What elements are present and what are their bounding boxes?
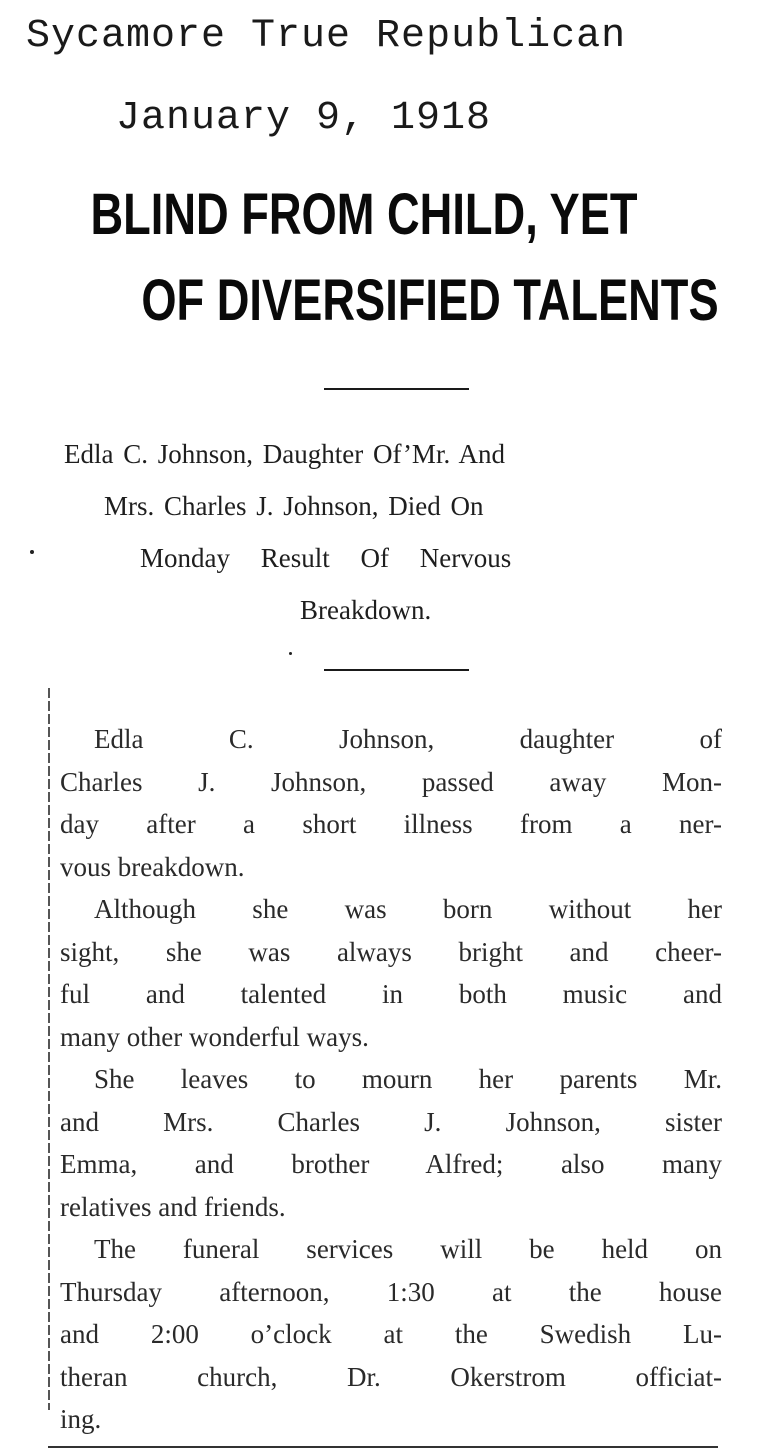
article-paragraph [60, 1058, 722, 1228]
paragraph-line: Charles J. Johnson, passed away Mon- [60, 766, 722, 797]
article-paragraph [60, 888, 722, 1058]
paragraph-line: The funeral services will be held on [94, 1234, 722, 1264]
paragraph-line: many other wonderful ways. [60, 1021, 369, 1052]
paragraph-line: Although she was born without her [94, 894, 722, 924]
paragraph-line: and Mrs. Charles J. Johnson, sister [60, 1106, 722, 1137]
headline-line-1: BLIND FROM CHILD, YET [90, 182, 638, 247]
divider-rule [324, 669, 469, 671]
divider-rule [324, 388, 469, 390]
newspaper-name: Sycamore True Republican [26, 14, 627, 59]
paragraph-line: Thursday afternoon, 1:30 at the house [60, 1276, 722, 1307]
publication-date: January 9, 1918 [116, 96, 492, 141]
paragraph-line: relatives and friends. [60, 1191, 286, 1222]
subheadline-line-1: Edla C. Johnson, Daughter Of’Mr. And [64, 439, 505, 469]
print-speck [289, 652, 292, 655]
print-speck [30, 550, 34, 554]
paragraph-line: ful and talented in both music and [60, 979, 722, 1009]
paragraph-line: Emma, and brother Alfred; also many [60, 1149, 722, 1179]
paragraph-line: theran church, Dr. Okerstrom officiat- [60, 1361, 722, 1392]
paragraph-line: She leaves to mourn her parents Mr. [94, 1064, 722, 1094]
paragraph-line: ing. [60, 1404, 102, 1434]
paragraph-line: and 2:00 o’clock at the Swedish Lu- [60, 1319, 722, 1349]
headline-line-2: OF DIVERSIFIED TALENTS [141, 268, 719, 333]
paragraph-line: sight, she was always bright and cheer- [60, 936, 722, 967]
article-paragraph [60, 718, 722, 888]
bottom-rule [48, 1446, 718, 1448]
column-border [48, 688, 50, 1410]
paragraph-line: Edla C. Johnson, daughter of [94, 724, 722, 754]
subheadline-line-4: Breakdown. [300, 595, 432, 625]
paragraph-line: vous breakdown. [60, 851, 245, 882]
article-paragraph [60, 1228, 722, 1441]
subheadline-line-3: Monday Result Of Nervous [140, 543, 512, 573]
paragraph-line: day after a short illness from a ner- [60, 809, 722, 839]
subheadline-line-2: Mrs. Charles J. Johnson, Died On [104, 491, 484, 521]
